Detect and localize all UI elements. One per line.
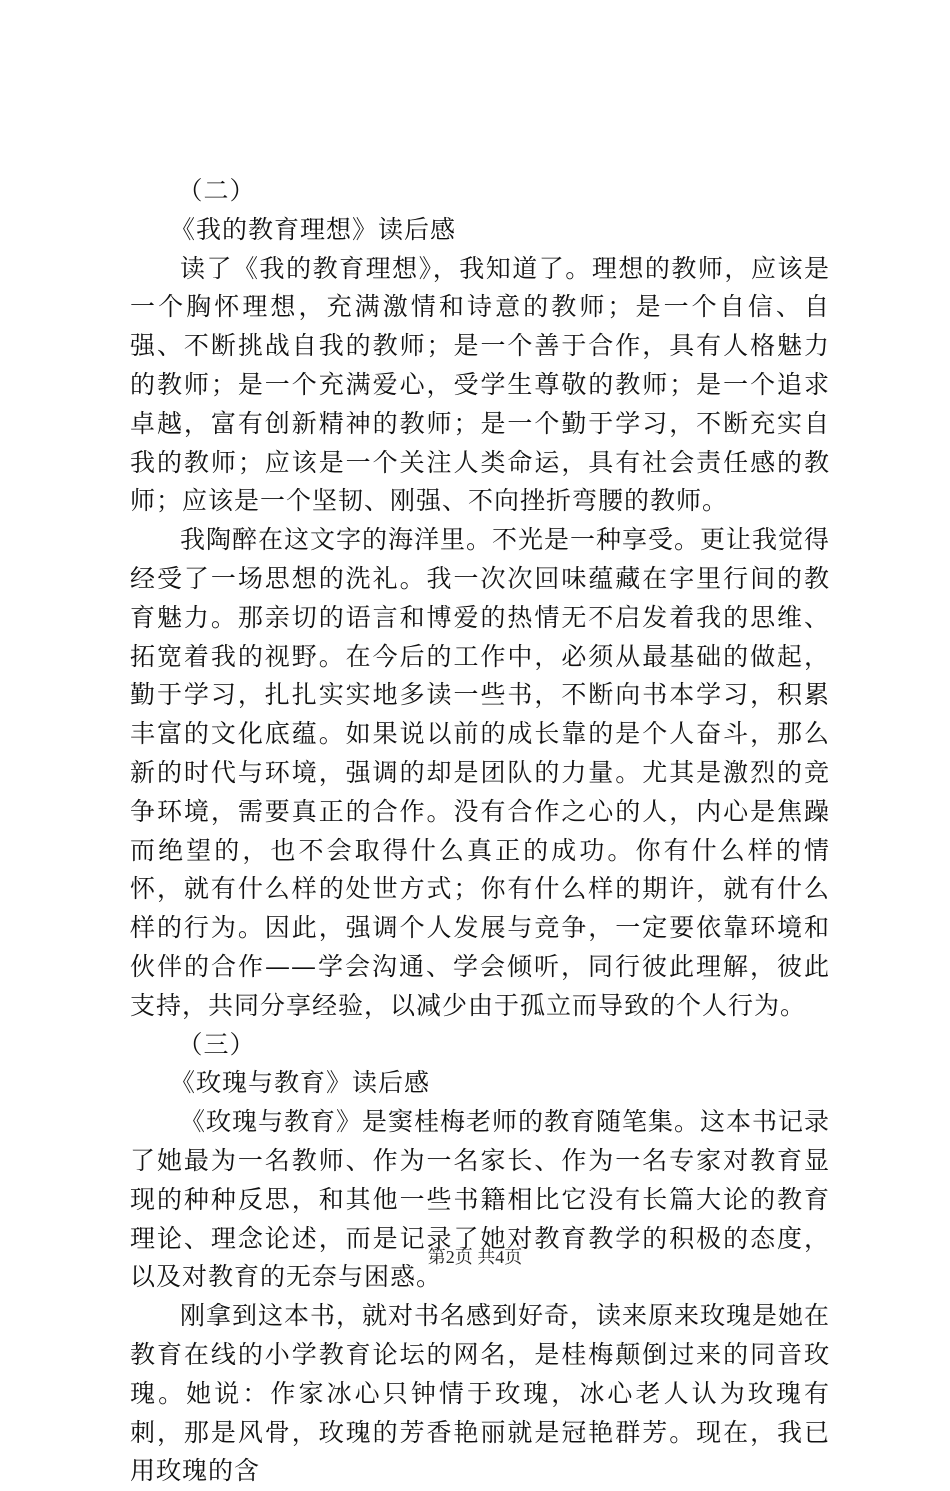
section-number-3: （三） bbox=[177, 1029, 256, 1059]
section-number-2: （二） bbox=[177, 176, 256, 205]
paragraph: 《玫瑰与教育》是窦桂梅老师的教育随笔集。这本书记录了她最为一名教师、作为一名家长、作为一名专家对教育显现的种种反思，和其他一些书籍相比它没有长篇大论的教育理论、理念论述，而是记录了她对教育教学的积极的态度，以及对教育的无奈与困惑。 bbox=[130, 1107, 831, 1292]
section-title-rose-and-education: 《玫瑰与教育》读后感 bbox=[170, 1068, 431, 1098]
document-body bbox=[130, 172, 830, 1491]
paragraph: 我陶醉在这文字的海洋里。不光是一种享受。更让我觉得经受了一场思想的洗礼。我一次次回味蕴藏在字里行间的教育魅力。那亲切的语言和博爱的热情无不启发着我的思维、拓宽着我的视野。在今后的工作中，必须从最基础的做起，勤于学习，扎扎实实地多读一些书，不断向书本学习，积累丰富的文化底蕴。如果说以前的成长靠的是个人奋斗，那么新的时代与环境，强调的却是团队的力量。尤其是激烈的竞争环境，需要真正的合作。没有合作之心的人，内心是焦躁而绝望的，也不会取得什么真正的成功。你有什么样的情怀，就有什么样的处世方式；你有什么样的期许，就有什么样的行为。因此，强调个人发展与竞争，一定要依靠环境和伙伴的合作——学会沟通、学会倾听，同行彼此理解，彼此支持，共同分享经验，以减少由于孤立而导致的个人行为。 bbox=[130, 525, 831, 1020]
section-title-my-education-ideal: 《我的教育理想》读后感 bbox=[170, 214, 457, 244]
page-number-footer: 第2页 共4页 bbox=[427, 1247, 523, 1267]
paragraph: 读了《我的教育理想》，我知道了。理想的教师，应该是一个胸怀理想，充满激情和诗意的教师；是一个自信、自强、不断挑战自我的教师；是一个善于合作，具有人格魅力的教师；是一个充满爱心，受学生尊敬的教师；是一个追求卓越，富有创新精神的教师；是一个勤于学习，不断充实自我的教师；应该是一个关注人类命运，具有社会责任感的教师；应该是一个坚韧、刚强、不向挫折弯腰的教师。 bbox=[130, 253, 830, 516]
paragraph: 刚拿到这本书，就对书名感到好奇，读来原来玫瑰是她在教育在线的小学教育论坛的网名，是桂梅颠倒过来的同音玫瑰。她说：作家冰心只钟情于玫瑰，冰心老人认为玫瑰有刺，那是风骨，玫瑰的芳香艳丽就是冠艳群芳。现在，我已用玫瑰的含 bbox=[130, 1301, 831, 1486]
